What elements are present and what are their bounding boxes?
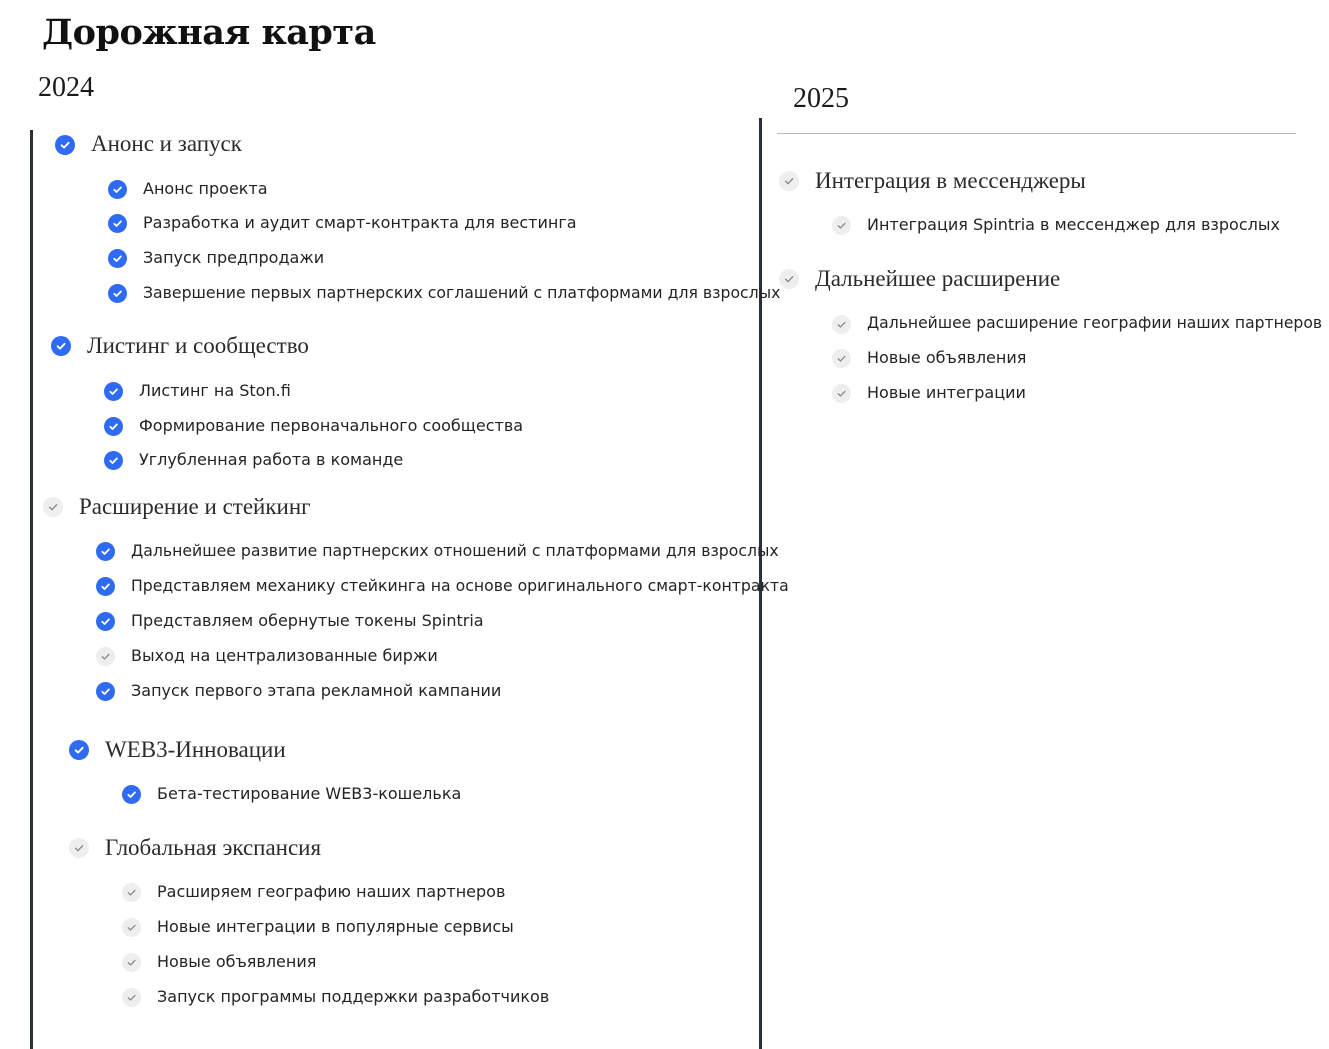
roadmap-item: Запуск первого этапа рекламной кампании	[131, 681, 502, 700]
section-status-icon	[779, 269, 799, 289]
roadmap-item: Углубленная работа в команде	[139, 450, 404, 469]
section-status-icon	[69, 740, 89, 760]
section-status-icon	[43, 497, 63, 517]
check-icon	[108, 284, 127, 303]
item-status-icon	[96, 612, 115, 631]
item-status-icon	[96, 682, 115, 701]
timeline-2024-line	[30, 130, 33, 1049]
roadmap-item: Формирование первоначального сообщества	[139, 416, 524, 435]
section-status-icon	[55, 135, 75, 155]
roadmap-item: Представляем механику стейкинга на основе оригинального смарт-контракта	[131, 576, 789, 595]
roadmap-item: Представляем обернутые токены Spintria	[131, 611, 484, 630]
section-status-icon	[69, 838, 89, 858]
check-icon	[108, 214, 127, 233]
section-title: Расширение и стейкинг	[79, 494, 311, 519]
section-title: Анонс и запуск	[91, 131, 242, 156]
roadmap-item: Дальнейшее развитие партнерских отношений с платформами для взрослых	[131, 541, 779, 560]
section-status-icon	[51, 336, 71, 356]
roadmap-item: Бета-тестирование WEB3-кошелька	[157, 784, 462, 803]
roadmap-item: Новые объявления	[867, 348, 1027, 367]
roadmap-item: Новые объявления	[157, 952, 317, 971]
page-title: Дорожная карта	[42, 12, 376, 53]
roadmap-item: Запуск предпродажи	[143, 248, 325, 267]
section-title: Интеграция в мессенджеры	[815, 168, 1086, 193]
item-status-icon	[122, 953, 141, 972]
check-icon	[69, 838, 89, 858]
check-icon	[832, 384, 851, 403]
roadmap-item: Выход на централизованные биржи	[131, 646, 438, 665]
item-status-icon	[96, 542, 115, 561]
check-icon	[779, 269, 799, 289]
item-status-icon	[832, 216, 851, 235]
item-status-icon	[96, 647, 115, 666]
item-status-icon	[104, 417, 123, 436]
check-icon	[96, 612, 115, 631]
roadmap-item: Листинг на Ston.fi	[139, 381, 291, 400]
check-icon	[122, 883, 141, 902]
item-status-icon	[104, 382, 123, 401]
item-status-icon	[108, 214, 127, 233]
item-status-icon	[108, 180, 127, 199]
check-icon	[69, 740, 89, 760]
check-icon	[104, 451, 123, 470]
check-icon	[96, 682, 115, 701]
check-icon	[96, 647, 115, 666]
section-title: Дальнейшее расширение	[815, 266, 1061, 291]
item-status-icon	[832, 315, 851, 334]
check-icon	[122, 988, 141, 1007]
section-title: WEB3-Инновации	[105, 737, 286, 762]
roadmap-item: Анонс проекта	[143, 179, 268, 198]
roadmap-item: Дальнейшее расширение географии наших партнеров	[867, 314, 1323, 332]
roadmap-item: Расширяем географию наших партнеров	[157, 882, 506, 901]
check-icon	[96, 577, 115, 596]
item-status-icon	[96, 577, 115, 596]
check-icon	[108, 180, 127, 199]
year-2024-label: 2024	[38, 72, 94, 103]
check-icon	[43, 497, 63, 517]
section-title: Глобальная экспансия	[105, 835, 322, 860]
check-icon	[122, 918, 141, 937]
year-2025-divider	[777, 133, 1296, 134]
item-status-icon	[832, 349, 851, 368]
roadmap-item: Разработка и аудит смарт-контракта для вестинга	[143, 213, 577, 232]
item-status-icon	[104, 451, 123, 470]
roadmap-item: Новые интеграции	[867, 383, 1026, 402]
check-icon	[104, 382, 123, 401]
check-icon	[122, 785, 141, 804]
item-status-icon	[122, 883, 141, 902]
roadmap-item: Запуск программы поддержки разработчиков	[157, 987, 550, 1006]
check-icon	[779, 171, 799, 191]
check-icon	[832, 349, 851, 368]
check-icon	[832, 216, 851, 235]
item-status-icon	[122, 988, 141, 1007]
section-title: Листинг и сообщество	[87, 333, 309, 358]
check-icon	[96, 542, 115, 561]
item-status-icon	[108, 284, 127, 303]
check-icon	[55, 135, 75, 155]
roadmap-item: Новые интеграции в популярные сервисы	[157, 917, 514, 936]
check-icon	[108, 249, 127, 268]
item-status-icon	[108, 249, 127, 268]
check-icon	[832, 315, 851, 334]
item-status-icon	[122, 785, 141, 804]
section-status-icon	[779, 171, 799, 191]
check-icon	[122, 953, 141, 972]
roadmap-item: Интеграция Spintria в мессенджер для взрослых	[867, 215, 1280, 234]
roadmap-item: Завершение первых партнерских соглашений с платформами для взрослых	[143, 283, 781, 302]
item-status-icon	[832, 384, 851, 403]
year-2025-label: 2025	[793, 83, 849, 114]
check-icon	[51, 336, 71, 356]
check-icon	[104, 417, 123, 436]
item-status-icon	[122, 918, 141, 937]
